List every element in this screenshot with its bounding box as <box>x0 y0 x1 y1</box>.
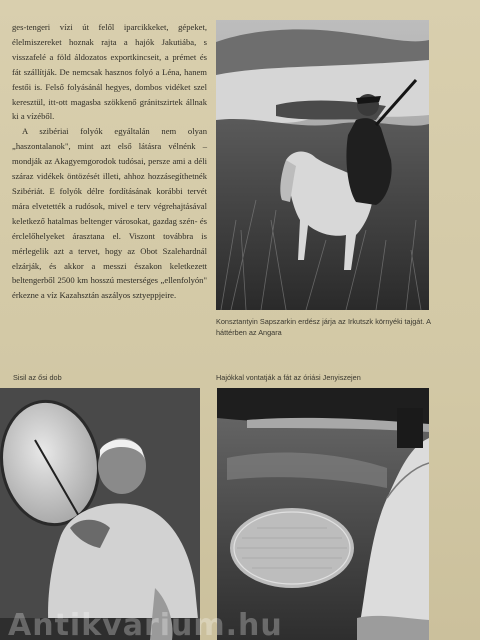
article-text-column <box>12 20 207 303</box>
forester-photo-caption: Konsztantyin Sapszarkin erdész járja az Irkutszk környéki tajgát. A háttérben az Angara <box>216 317 431 337</box>
article-paragraph-1: ges-tengeri vízi út felől iparcikkeket, gépeket, élelmiszereket hoznak rajta a hajók Jakutiába, s visszafelé a föld áldozatos exportkincseit, a prémet és fát szállítják. De nemcsak hasznos folyó a Léna, hanem festői is. Felső folyásánál hegyes, dombos vidéket szel keresztül, itt-ott magasba szökkenő gránitszirtek állnak ki a vízéből. <box>12 22 207 122</box>
shaman-drum-photo <box>0 388 200 640</box>
yenisei-ship-photo <box>217 388 429 640</box>
antikvarium-watermark: Antikvarium.hu <box>8 608 283 640</box>
article-paragraph-2: A szibériai folyók egyáltalán nem olyan „haszontalanok", mint azt első látásra vélnénk – mondják az Akagyemgorodok tudósai, persze ami a déli száraz vidékek öntözését illeti, ahhoz hozzásegíthetnék Szibériát. E folyók délre fordításának korábbi tervét mára elvetették a rudósok, mivel e terv végrehajtásával keletkező hatalmas beltenger városokat, gazdag szén- és érclelőhelyeket árasztana el. Viszont továbbra is mérlegelik azt a tervet, hogy az Obot Szalehardnál elzárják, és akkor a messzi északon keletkezett beltengerből 2500 km hosszú mesterséges „ellenfolyón" érkezne a víz Kazahsztán aszályos sztyeppjeire. <box>12 126 207 301</box>
ship-photo-caption: Hajókkal vontatják a fát az óriási Jenyiszejen <box>216 373 361 382</box>
forester-on-horse-photo <box>216 20 429 310</box>
drum-photo-caption: Sisil az ősi dob <box>13 373 62 382</box>
